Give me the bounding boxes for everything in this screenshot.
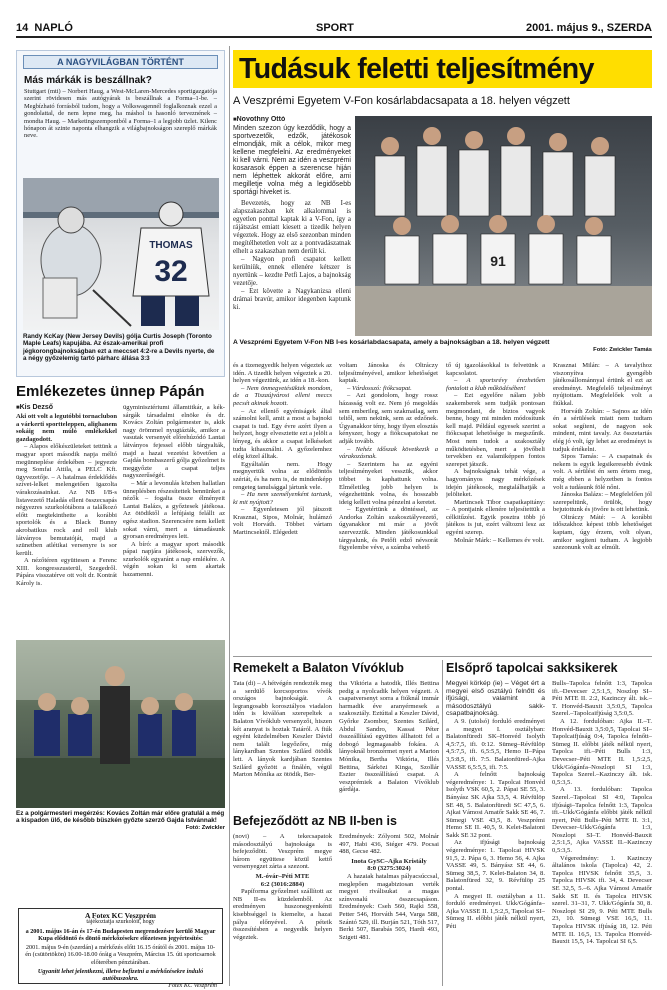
- team-credit: Fotó: Zwickler Tamás: [593, 347, 652, 353]
- vivo-col1: Tata (di) – A hétvégén rendezték meg a serdülő korcsoportos vívók országos bajnokságát. A legrangosabb korosztályos viadalon idén is kiválóan szerepeltek a Balaton Vívóklub versenyzői, hiszen két aranyat is hoztak Tatáról. A fiúk egyéni küzdelmében Keszler Dávid nem talált legyőzőre, míg lánykardban Szentes Szilárd ötödik lett. A lányok kardjában Szentes Szilárd győzött a finálén, végül Marton Mónika az ötödik, Ber-: [233, 680, 332, 779]
- chess-col1: Megyei körkép (ie) – Véget ért a megyei első osztályú felnőtt és ifjúsági, valamint a másodosztályú sakk-csapatbajnokság. A 9. (utolsó) forduló eredményei a megyei I. osztályban: Balatonfüredi SK–Honvéd Isolyth 4,5:7,5, ifi. 0:12. Sümeg–Révfülöp 4,5:7,5, ifi. 6,5:5,5, Hemo II–Pápa 3,5:8,5, ifi. 7:5. Balatonfüred–Ajka VASSE 6,5:5,5, ifi. 7:5. A felnőtt bajnokság végeredménye: 1. Tapolcai Honvéd Isolyth VSK 60,5, 2. Pápai SE 55, 3. Bányász SK Ajka 53,5, 4. Révfülöp SE 48, 5. Balatonfüredi SC 47,5, 6. Ajkai Vámosi Amatőr Sakk SE 46, 7. Sümegi VSE 43,5, 8. Veszprémi Hemo SE II. 40,5, 9. Kelet-Balatoni Sakk SE 32 pont. Az ifjúsági bajnokság végeredménye: 1. Tapolcai HIVSK 91,5, 2. Pápa 6, 3. Hemo 56, 4. Ajka VASSE 49, 5. Bányász SE 44, 6. Sümeg 38,5, 7. Kelet-Balaton 34, 8. Balatonfüred 32, 9. Révfülöp 25 pontal. A megyei II. osztályban a 11. forduló eredményei. Ukk/Gógánfa–Ajka VASSE II. 1,5:2,5, Tapolcai SI–Sümeg II. előbbi játék nélkül nyert, Péti: [446, 680, 545, 930]
- main-intro-text: Minden szezon úgy kezdődik, hogy a sportvezetők, edzők, játékosok elmondják, mik a célok, mikor meg kellene megfelelni. Az eredményeket ki kell várni. Nem az idén a veszprémi kosarasok éppen a szerencse hiján nem léphettek akkorát előre, ami megilletje volna még a legidősebb sportági hiveket is. Bevezetés, hogy az NB I-es alapszakaszban két alkalommal is egyetlen ponttal kaptak ki a V-Fon, így a rájátszást emiatt kiesett a tizedik helyen végeztek. Hogy az első szezonban minden megítélhetetlen volt az a pontvadászatnak elhelt a szakaszban nem derült ki. – Nagyon profi csapatot kellett kerülniük, ennek ellenére kétszer is nyertünk – kezdte Petfi Lajos, a bajnokság vezetője. – Ezt követte a Nagykanizsa elleni drámai bravúr, amikor idegenben kaptunk ki.: [233, 125, 351, 311]
- vivo-title: Remekelt a Balaton Vívóklub: [233, 661, 404, 675]
- fotex-lead: tájékoztatja szurkolóit, hogy: [86, 919, 155, 926]
- page-number: 14 NAPLÓ: [16, 22, 73, 34]
- nb2-title: Befejeződött az NB II-ben is: [233, 814, 397, 828]
- world-news-box: [16, 50, 225, 377]
- team-illustration: [355, 116, 652, 336]
- chess-article: [446, 661, 652, 986]
- main-col1: és a tizenegyedik helyen végeztek az idén. A tizedik helyen végeztek a 20. helyen végeztünk, az idén a 18.-kon. – Nem önmegvetésüktek mondom, de a Tiszaújvárosi elleni meccs pecsét akinak hozott. – Az elleniő egyéniságek által számolni kell, amit a most a bajnoki csapat is tud. Egy évre azért ilyen a helyzet, hogy elvesztette ezt a jelölt a lényeg, és akkor a csapat lelkéseket tudta kihasználni. A győzelemhez elég közel álltak. Egyáltalán nem. Hogy megnyertük volna az elődöntős szériát, és ha nem is, de mindenképp rengeteg tanulsággal jártunk vele. – Ha nem személyenként tartunk, ki mit nyújtott? – Egyenletesen jól játszott Krasznai, Sipos, Molnár, hulámzó volt Horváth. Többet vártam Martincsektől. Elégedett: [233, 362, 332, 537]
- main-intro: [233, 116, 351, 336]
- fotex-sign: Fotex KC Veszprém: [168, 981, 217, 989]
- hockey-photo: [23, 178, 219, 330]
- nb2-col1: (novi) – A tekecsapatok másodosztályú bajnoksága is befejeződött. Veszprém megye három együttese közül kettő versenyegzet zárta a szezont. M.-óvár–Péti MTE 6:2 (3016:2884) Papíforma győzelmet szállított az NB II-es küzdelemből. Az eredményen huszonegyenkénti kisebbséggel is kiemelte, a hazai pálya előnyével. A péteik összesítésben a negyedik helyen végeztek.: [233, 833, 332, 941]
- papa-article: [16, 384, 225, 632]
- papa-author: ■ Kis Dezső: [16, 404, 117, 411]
- team-photo: [355, 116, 652, 336]
- hockey-caption: Randy KcKay (New Jersey Devils) gólja Curtis Joseph (Toronto Maple Leafs) kapujába. Az észak-amerikai profi jégkorongbajnokságban ezt a meccset 4:2-re a Devils nyerte, de a négy győzelemig tartó párharc állása 3:3: [23, 333, 215, 363]
- main-headline-box: [233, 50, 652, 88]
- jersey-name: THOMAS: [149, 240, 193, 251]
- papa-title: Emlékezetes ünnep Pápán: [16, 383, 205, 400]
- papa-photo: [16, 640, 225, 808]
- papa-col1: Aki ott volt a legutóbbi tornaclubon a várkerti sportteleppen, alighanem sokáig nem múló emlékekkel gazdagodott. – Alapos előkészületeket tettünk a magyar sport második napja méltó megünneplése érdekében – jegyezte meg Somfai Attila, a PELC Kft. ügyvezetője. – A hatalmas érdeklődés szívet-lelket melengetően igazolta várakozásainkat. Az NB I/B-s listavezető Haladás elleni összecsapás négyezres szurkolótábora a találkozó előtt megtekinthette a korábbi sportolók és a Black Bunny akrobatikus rock and roll klub látványos bemutatóját, majd a szünetben atlétikai versenyre is sor került. A nézőtéren együttesen a Ferenc XIII. kongresszusterül, Szegedről. Pápára visszatérve ott volt dr. Kontrát Károly is.: [16, 413, 117, 588]
- issue-date: 2001. május 9., SZERDA: [526, 22, 652, 34]
- jersey-number: 32: [154, 255, 188, 288]
- nb2-col2: Eredmények: Zólyomi 502, Molnár 497, Habi 436, Stéger 479. Pocsai 488, Gecse 482. Inota GySC–Ajka Kristály 8:0 (3275:3024) A hazaiak hatalmas pályacsúccsal, meglepően magabiztosan verték megyei riválisukat a magas színvonalú összecsapáson. Eredmények: Cseh 560, Rajki 558, Petter 546, Horváth 544, Varga 588, Szántó 529, ill. Burján 521, Tóth 517, Berki 507, Barabás 505, Hardi 493, Szigeti 481.: [339, 833, 439, 941]
- main-col2: voltam Jánoska és Oltráczy teljesítményével, amikor lehetőséget kaptak. – Várdosszó: fiókcsapat. – Azt gondolom, hogy rossz házasság volt ez. Nem jó megoldás sem emberileg, sem szakmailag, sem teltől, sem nekünk, sem az edzőnek. Úgyanakkor tény, hogy ilyen elosztás kényszer, hogy a fiókcsapatokat ne adják tovább. – Nehéz időszak következik a várakozásnak. – Szerintem ha az egyéni teljesítményeket vesszük, akkor többet is kaphattunk volna. Elméletileg jobb helyen is végezhettünk volna, és hosszabb ideig kellett volna pénzelni a keretet. – Egyetértünk a döntéssel, az Andorka Zoltán szakosztályvezető, úgyanakkor mi már a jövőt szervezzük. Minden játékosunkkal tárgyalunk, és Petőfi edző névsorát figyelembe véve, a számba vehető: [339, 362, 438, 552]
- nb2-match1-title: M.-óvár–Péti MTE: [255, 872, 310, 880]
- nb2-match1-score: 6:2 (3016:2884): [260, 880, 305, 888]
- main-col4: Krasznai Milán: – A tavalyihoz viszonyítva gyengébb játékosállománnyal értünk el ezt az eredményt. Megfelelő teljesítményt nyújtottam. Megfelelőek volt a fiúkkal. Horváth Zoltán: – Sajnos az idén én a sérülések miatt nem tudtam sokat segíteni, de nagyon sok mindent, mint tavaly. Az összetartás elég jó volt, így lehet az eredményt is tudjuk értékelni. Sipos Tamás: – A csapatnak és nekem is egyik legsikeresebb évünk volt. A sérülést én sem értem meg, még ebben a helyzetben is fontos volt a tudásunk fölé nőni. Jánoska Balázs: – Megfelelően jól szerepeltünk, örülök, hogy bejutottunk és jövőre is ott lehetünk. Oltráczy Máté: – A korábbi időszakhoz képest több lehetőséget kaptam, úgy érzem, volt olyan, amikor segíteni tudtam. A legjobb szezonunk volt az elmúlt.: [553, 362, 652, 552]
- team-caption-row: [233, 339, 652, 357]
- main-subtitle: A Veszprémi Egyetem V-Fon kosárlabdacsapata a 18. helyen végzett: [233, 95, 570, 107]
- nb2-match2-score: 8:0 (3275:3024): [367, 865, 411, 873]
- main-title: Tudásuk feletti teljesítmény: [239, 53, 594, 85]
- team-caption: A Veszprémi Egyetem V-Fon NB I-es kosárlabdacsapata, amely a bajnokságban a 18. helyen végzett: [233, 339, 550, 346]
- column-divider: [229, 46, 230, 986]
- world-kicker: A NAGYVILÁGBAN TÖRTÉNT: [23, 55, 218, 69]
- fotex-note: Ugyanitt lehet jelentkezni, illetve befizetni a mérkőzésekre induló autóbuszokra.: [37, 967, 204, 982]
- chess-col2: Bulls–Tapolca felnőtt 1:3, Tapolca ifi.–Devecser 2,5:1,5, Noszlop SI–Péti MTE II. 2:2, Kazinczy ált. isk.–T. Honvéd-Bauxit 3,5:0,5, Tapolca Szerel.–Tapolcaifjúság 3,5:0,5. A 12. fordulóban: Ajka II.–T. Honvéd-Bauxit 3,5:0,5, Tapolcai SI–Tapolcaifjúság 0:4, Tapolca felnőtt–Sümeg II. előbbi játék nélkül nyert, Tapolca ifi.–Péti Bulls 1:3, Devecser–Péti MTE II. 1,5:2,5, Ukk/Gógánfa–Noszlopi SI 1:3, Tapolca Szerel.–Kazinczy ált. isk. 0,5:3,5. A 13. fordulóban: Tapolca Szerel.–Tapolcai SI 4:0, Tapolca ifjúsági–Tapolca felnőtt 1:3, Tapolca ifi.–Ukk/Gógánfa előbbi játék nélkül nyert, Péti Bulls–Péti MTE II. 3:1, Devecser–Ukk/Gógánfa 1:3, Noszlopi SI–T. Honvéd-Bauxit 2,5:1,5, Ajka VASSE II.–Kazinczy 0,5:3,5. Végeredmény: 1. Kazinczy általános iskola (Tapolca) 42, 2. Tapolca HIVSK felnőtt 35,5, 3. Tapolca HIVSK ifi. 34, 4. Devecser SE 32,5, 5.–6. Ajka Vámosi Amatőr Sakk SE II. és Tapolca HIVSK szerel. 31–31, 7. Ukk/Gógánfa 30, 8. Noszlopi SI 29, 9. Péti MTE Bulls 23, 10. Sümegi VSE 16,5, 11. Tapolca HIVSK ifjúság 18, 12. Péti MTE II. 16,5, 13. Tapolca Honvéd-Bauxit 15,5, 14. Tapolcai SI 6,5.: [552, 680, 652, 946]
- fotex-body1: a 2001. május 16-án és 17-én Budapesten megrendezésre kerülő Magyar Kupa elődöntő és döntő mérkőzésekre előzetesen jegyértesítés:: [25, 928, 216, 943]
- nb2-match2-title: Inota GySC–Ajka Kristály: [351, 857, 427, 865]
- section-divider: [233, 656, 652, 657]
- main-author: ■ Novothny Ottó: [233, 116, 351, 123]
- vivo-col2: tha Viktória a hatodik, Illés Bettina pedig a nyolcadik helyen végzett. A csapatversenyt sorra a fiúknál immár harmadik éve aranyérmesek a szakosztály. Eztúttal a Keszler Dávid, Győrke Zsombor, Szentes Szilárd, Abdul Sandro, Kassai Péter összeállítású együttes állhatott fel a dobogó legmagasabb fokára. A lányoknál bronzérmet nyert a Marton Mónika, Bertha Viktória, Illés Bettina, Sárközi Kinga, Szollár Eszter összeállítású csapat. A veszprémiek a Balaton Vívóklub gárdája.: [339, 680, 439, 794]
- vivo-article: [233, 661, 439, 809]
- world-title: Más márkák is beszállnak?: [24, 75, 152, 86]
- main-col3: tő új igazolásokkal is felvetünk a kapcsolatot. – A sportsrévy érezhetően fontalott a klub működésében! – Ezt egyelőre nálam jobb szakemberek sem tudják pontosan megmondani, de biztos vagyok benne, hogy mi minden módosítunk kell majd. Például egyesek szerint a fiókcsapat lehetősége is megszűnik. Most nem tudok a szakosztály működtetésben, mert a jövőbeli tervekben ez valamiképpen fontos szerepet játszik. A bajnokságnak tehát vége, a hagyományos nagy mérkőzések idején játékosok, megtalálhatják a jelölteket. Martincsek Tibor csapatkapitány: – A pontjaink ellenére teljesítettük a célkitűzést. Egyik posztra több jó játékos is jut, ezért változni lesz az egyéni szerep. Molnár Márk: – Kellemes év volt.: [446, 362, 545, 544]
- page-header: [16, 22, 652, 38]
- nb2-article: [233, 814, 439, 986]
- fotex-body2: 2001. május 9-én (szerdán) a mérkőzés előtt 16.15 órától és 2001. május 10-én (csütörtökön) 16.00-18.00 óráig a Veszprém, Március 15. úti sportcsarnok előterében pénztárában.: [25, 944, 216, 966]
- papa-col2: ügyminisztériumi államtitkár, a kék-sárgák társadalmi elnöke és dr. Kovács Zoltán polgármester is, akik nagy örömmel nyugtázták, amikor a vasutak versenyét előrehúzódó Lantai látványos fejessel előbb tárgyalták, majd a hazai vezetést követően a Gajdás bombaszerű gólja győzelmet is meggyőzte a csapat teljes nagyszerűségét. – Már a levonulás közben hallatlan ünneplésben részesítettek bennünket a nézők – fogalta össze élményeit Lantai Balázs, a győztesek játékosa. Az ötödiktől a lefújásig felállt az egész stadion. Szerencsére nem kellett sokat várni, mert a támadásunk gyorsan eredményes lett. A bíró: a magyar sport második pápai napjára játékosok, szervezők, szurkolók egyaránt a nap emlékére. A végén sokan ki sem akartak hazamenni.: [123, 404, 225, 579]
- papa-credit: Fotó: Zwickler: [185, 824, 225, 831]
- world-body: Stuttgart (mti) – Norbert Haug, a West-McLaren-Mercedes sportigazgatója szerint rövidesen más autógyárak is beszállnak a Forma–1-be. – Megbízható forrásból tudom, hogy a Volkswagennél foglalkoznak ezzel a gondolattal, de nem lepne meg, ha máshol is hasonló terveznének – mondta Haug. – Marketingszempontból a Forma–1 a legjobb üzlet. Kilenc hónapon át szinte naponta elhangzik a világbajnokságon szereplő márkák neve.: [24, 88, 217, 140]
- hockey-illustration: [23, 178, 219, 330]
- fotex-title: A Fotex KC Veszprém: [84, 911, 157, 920]
- papa-caption: Ez a polgármesteri megérzés: Kovács Zoltán már előre gratulál a még a kispadon ülő, de később büszkén győzte szerző Gajda Istvánnak! Fotó: Zwickler: [16, 810, 225, 831]
- fotex-ad: [18, 908, 223, 989]
- team-jersey-number: 91: [490, 253, 506, 269]
- chess-title: Elsőprő tapolcai sakksikerek: [446, 661, 618, 675]
- bench-illustration: [16, 640, 225, 808]
- section-name: SPORT: [316, 22, 354, 34]
- column-divider-right: [442, 660, 443, 986]
